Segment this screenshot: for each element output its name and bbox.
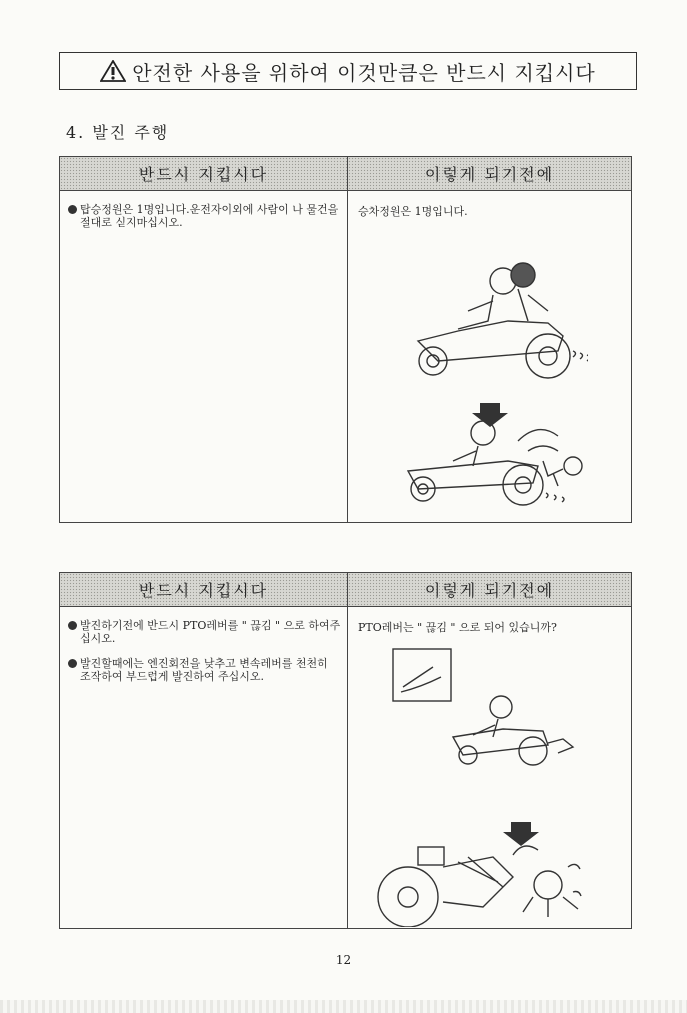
consequence-text: PTO레버는 " 끊김 " 으로 되어 있습니까? bbox=[358, 621, 557, 634]
bullet-icon bbox=[68, 205, 77, 214]
table-2-consequence bbox=[348, 607, 631, 929]
list-item: 발진할때에는 엔진회전을 낮추고 변속레버를 천천히 조작하여 부드럽게 발진하여 주십시오. bbox=[68, 657, 341, 683]
safety-table-2 bbox=[59, 572, 632, 929]
scan-edge-artifact bbox=[0, 1000, 687, 1013]
two-riders-tractor-illustration bbox=[398, 261, 588, 511]
table-1-header-right: 이렇게 되기전에 bbox=[348, 157, 631, 190]
list-item: 발진하기전에 반드시 PTO레버를 " 끊김 " 으로 하여주십시오. bbox=[68, 619, 341, 645]
bullet-icon bbox=[68, 621, 77, 630]
pto-accident-illustration bbox=[373, 647, 603, 927]
consequence-text: 승차정원은 1명입니다. bbox=[358, 205, 468, 218]
table-1-consequence bbox=[348, 191, 631, 523]
safety-table-1 bbox=[59, 156, 632, 523]
bullet-icon bbox=[68, 659, 77, 668]
table-1-header-left: 반드시 지킵시다 bbox=[60, 157, 348, 190]
page-number: 12 bbox=[335, 953, 352, 967]
list-item: 탑승정원은 1명입니다.운전자이외에 사람이 나 물건을 절대로 싣지마십시오. bbox=[68, 203, 341, 229]
table-2-rules bbox=[60, 607, 348, 929]
table-2-header-left: 반드시 지킵시다 bbox=[60, 573, 348, 606]
warning-triangle-icon bbox=[100, 60, 126, 82]
table-2-header-right: 이렇게 되기전에 bbox=[348, 573, 631, 606]
safety-banner bbox=[59, 52, 637, 90]
section-title: 4. 발진 주행 bbox=[66, 123, 170, 142]
banner-text: 안전한 사용을 위하여 이것만큼은 반드시 지킵시다 bbox=[132, 60, 596, 85]
table-1-rules bbox=[60, 191, 348, 523]
